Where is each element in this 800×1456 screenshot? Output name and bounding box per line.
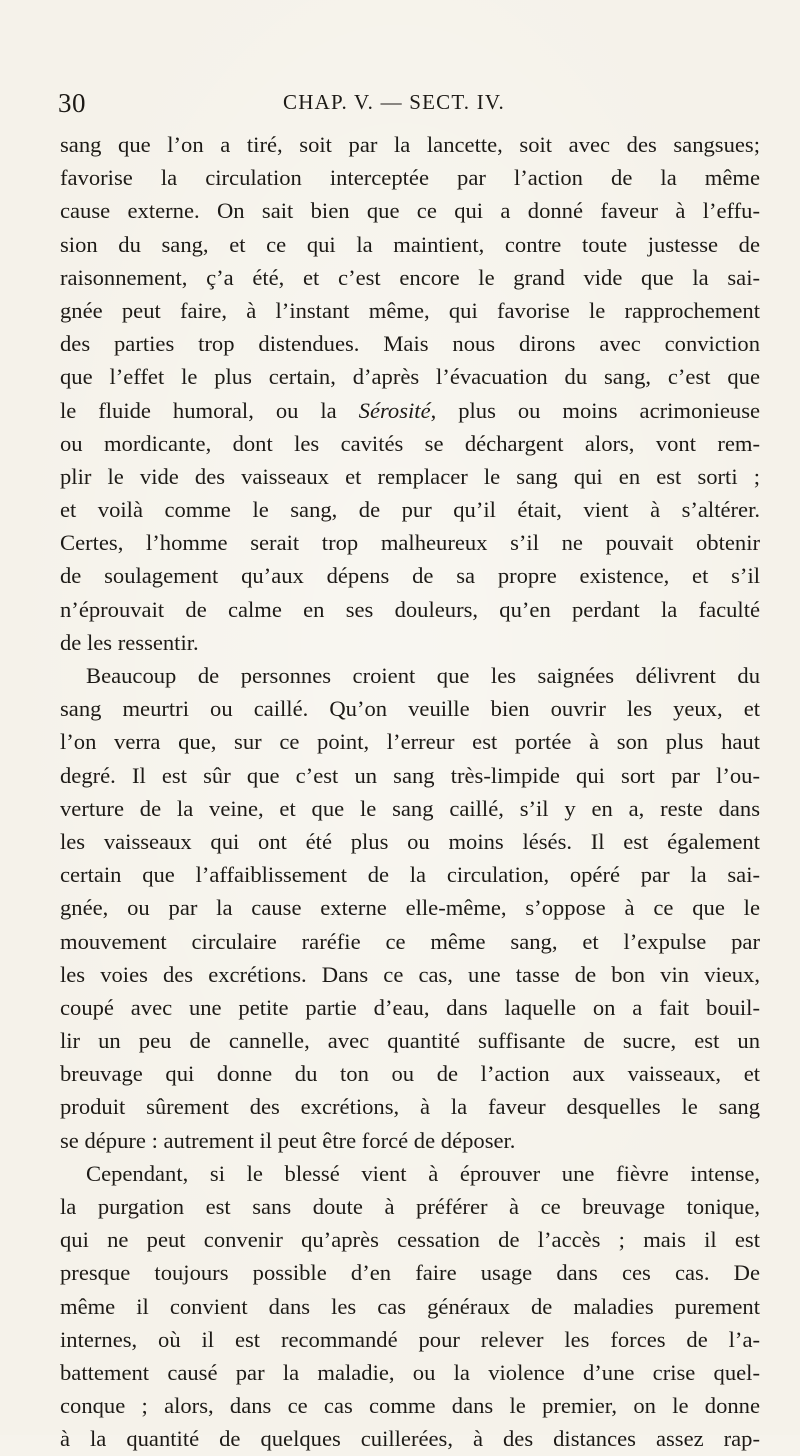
text-line: qui ne peut convenir qu’après cessation de l’accès ; mais il est bbox=[60, 1227, 760, 1253]
text-line: se dépure : autrement il peut être forcé de déposer. bbox=[60, 1127, 516, 1153]
text-line: l’on verra que, sur ce point, l’erreur est portée à son plus haut bbox=[60, 729, 760, 755]
text-line: plir le vide des vaisseaux et remplacer le sang qui en est sorti ; bbox=[60, 463, 760, 489]
text-line: raisonnement, ç’a été, et c’est encore le grand vide que la sai- bbox=[60, 264, 760, 290]
text-line: favorise la circulation interceptée par l’action de la même bbox=[60, 165, 760, 191]
text-line: à la quantité de quelques cuillerées, à des distances assez rap- bbox=[60, 1426, 760, 1452]
body-text bbox=[60, 128, 760, 1456]
text-line: conque ; alors, dans ce cas comme dans le premier, on le donne bbox=[60, 1393, 760, 1419]
text-line: gnée, ou par la cause externe elle-même, s’oppose à ce que le bbox=[60, 895, 760, 921]
text-line: presque toujours possible d’en faire usage dans ces cas. De bbox=[60, 1260, 760, 1286]
text-line: battement causé par la maladie, ou la violence d’une crise quel- bbox=[60, 1359, 760, 1385]
text-line: breuvage qui donne du ton ou de l’action aux vaisseaux, et bbox=[60, 1061, 760, 1087]
running-header bbox=[58, 88, 748, 124]
text-line: coupé avec une petite partie d’eau, dans laquelle on a fait bouil- bbox=[60, 994, 760, 1020]
text-line: mouvement circulaire raréfie ce même sang, et l’expulse par bbox=[60, 928, 760, 954]
text-line: les vaisseaux qui ont été plus ou moins lésés. Il est également bbox=[60, 828, 760, 854]
text-line: et voilà comme le sang, de pur qu’il était, vient à s’altérer. bbox=[60, 497, 760, 523]
text-line: sang meurtri ou caillé. Qu’on veuille bien ouvrir les yeux, et bbox=[60, 696, 760, 722]
text-line: le fluide humoral, ou la Sérosité, plus ou moins acrimonieuse bbox=[60, 397, 761, 423]
text-line: sion du sang, et ce qui la maintient, contre toute justesse de bbox=[60, 231, 760, 257]
text-line: que l’effet le plus certain, d’après l’évacuation du sang, c’est que bbox=[60, 364, 760, 390]
text-line: la purgation est sans doute à préférer à ce breuvage tonique, bbox=[60, 1194, 760, 1219]
text-line: même il convient dans les cas généraux de maladies purement bbox=[60, 1293, 760, 1319]
text-line: Beaucoup de personnes croient que les saignées délivrent du bbox=[86, 663, 760, 688]
text-line: sang que l’on a tiré, soit par la lancette, soit avec des sangsues; bbox=[60, 132, 760, 157]
text-line: de soulagement qu’aux dépens de sa propre existence, et s’il bbox=[60, 563, 760, 589]
text-line: des parties trop distendues. Mais nous dirons avec conviction bbox=[60, 331, 760, 357]
text-line: internes, où il est recommandé pour relever les forces de l’a- bbox=[60, 1326, 760, 1352]
italic-term: Sérosité bbox=[358, 397, 431, 423]
text-line: de les ressentir. bbox=[60, 629, 199, 655]
text-line: cause externe. On sait bien que ce qui a donné faveur à l’effu- bbox=[60, 198, 760, 224]
text-line: lir un peu de cannelle, avec quantité suffisante de sucre, est un bbox=[60, 1028, 760, 1054]
text-line: certain que l’affaiblissement de la circulation, opéré par la sai- bbox=[60, 862, 760, 888]
text-line: produit sûrement des excrétions, à la faveur desquelles le sang bbox=[60, 1094, 760, 1120]
text-line: Cependant, si le blessé vient à éprouver une fièvre intense, bbox=[86, 1160, 760, 1186]
text-line: les voies des excrétions. Dans ce cas, une tasse de bon vin vieux, bbox=[60, 961, 760, 987]
running-title: CHAP. V. — SECT. IV. bbox=[283, 90, 506, 114]
page-number: 30 bbox=[58, 88, 86, 118]
text-line: verture de la veine, et que le sang caillé, s’il y en a, reste dans bbox=[60, 795, 760, 821]
text-line: n’éprouvait de calme en ses douleurs, qu’en perdant la faculté bbox=[60, 596, 760, 622]
text-line: ou mordicante, dont les cavités se déchargent alors, vont rem- bbox=[60, 430, 760, 456]
text-line: Certes, l’homme serait trop malheureux s’il ne pouvait obtenir bbox=[60, 530, 760, 556]
text-line: degré. Il est sûr que c’est un sang très-limpide qui sort par l’ou- bbox=[60, 762, 760, 788]
text-line: gnée peut faire, à l’instant même, qui favorise le rapprochement bbox=[60, 297, 760, 323]
